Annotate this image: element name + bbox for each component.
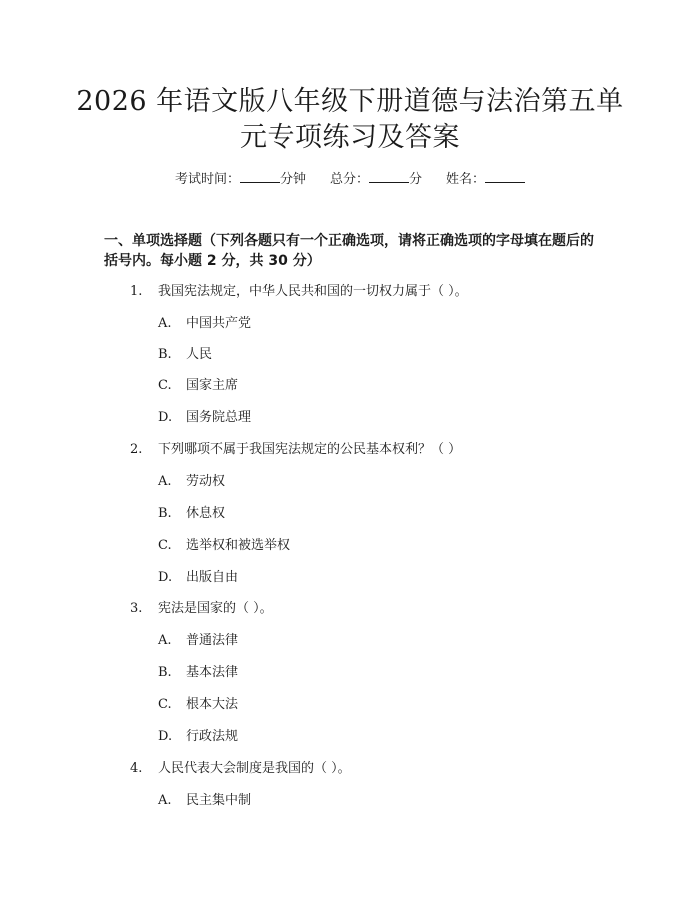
option-letter: D. — [158, 729, 173, 744]
score-unit: 分 — [409, 172, 423, 187]
question-number: 2. — [130, 442, 143, 457]
option-letter: C. — [158, 697, 172, 712]
option-letter: D. — [158, 570, 173, 585]
option-letter: A. — [158, 316, 172, 331]
option-text: 选举权和被选举权 — [186, 538, 291, 553]
option-letter: A. — [158, 474, 172, 489]
option-text: 根本大法 — [186, 697, 239, 712]
time-label: 考试时间： — [174, 172, 240, 187]
exam-info-line — [0, 168, 700, 190]
name-blank — [485, 168, 525, 183]
document-title-line-1: 2026 年语文版八年级下册道德与法治第五单 — [76, 86, 624, 117]
option-text: 基本法律 — [186, 665, 239, 680]
option-text: 行政法规 — [186, 729, 239, 744]
option-text: 人民 — [186, 347, 213, 362]
question-text: 宪法是国家的（ ）。 — [158, 601, 273, 616]
section-heading-line-2: 括号内。每小题 2 分，共 30 分） — [104, 253, 321, 269]
question-number: 1. — [130, 284, 143, 299]
time-unit: 分钟 — [279, 172, 306, 187]
option-letter: D. — [158, 410, 173, 425]
question-number: 3. — [130, 601, 143, 616]
option-text: 民主集中制 — [186, 793, 252, 808]
document-title-line-2: 元专项练习及答案 — [240, 122, 460, 153]
option-letter: B. — [158, 665, 172, 680]
option-letter: B. — [158, 506, 172, 521]
question-text: 下列哪项不属于我国宪法规定的公民基本权利？（ ） — [158, 442, 462, 457]
option-text: 普通法律 — [186, 633, 239, 648]
name-label: 姓名： — [446, 172, 486, 187]
option-letter: B. — [158, 347, 172, 362]
option-letter: A. — [158, 793, 172, 808]
option-text: 国家主席 — [186, 378, 239, 393]
question-text: 我国宪法规定，中华人民共和国的一切权力属于（ ）。 — [158, 284, 468, 299]
score-label: 总分： — [329, 172, 369, 187]
option-letter: C. — [158, 538, 172, 553]
option-text: 休息权 — [186, 506, 226, 521]
option-letter: A. — [158, 633, 172, 648]
option-text: 劳动权 — [186, 474, 226, 489]
option-text: 国务院总理 — [186, 410, 252, 425]
question-number: 4. — [130, 761, 143, 776]
time-blank — [240, 168, 280, 183]
option-text: 出版自由 — [186, 570, 239, 585]
question-text: 人民代表大会制度是我国的（ ）。 — [158, 761, 351, 776]
section-heading-line-1: 一、单项选择题（下列各题只有一个正确选项，请将正确选项的字母填在题后的 — [104, 233, 594, 249]
option-text: 中国共产党 — [186, 316, 252, 331]
score-blank — [369, 168, 409, 183]
option-letter: C. — [158, 378, 172, 393]
